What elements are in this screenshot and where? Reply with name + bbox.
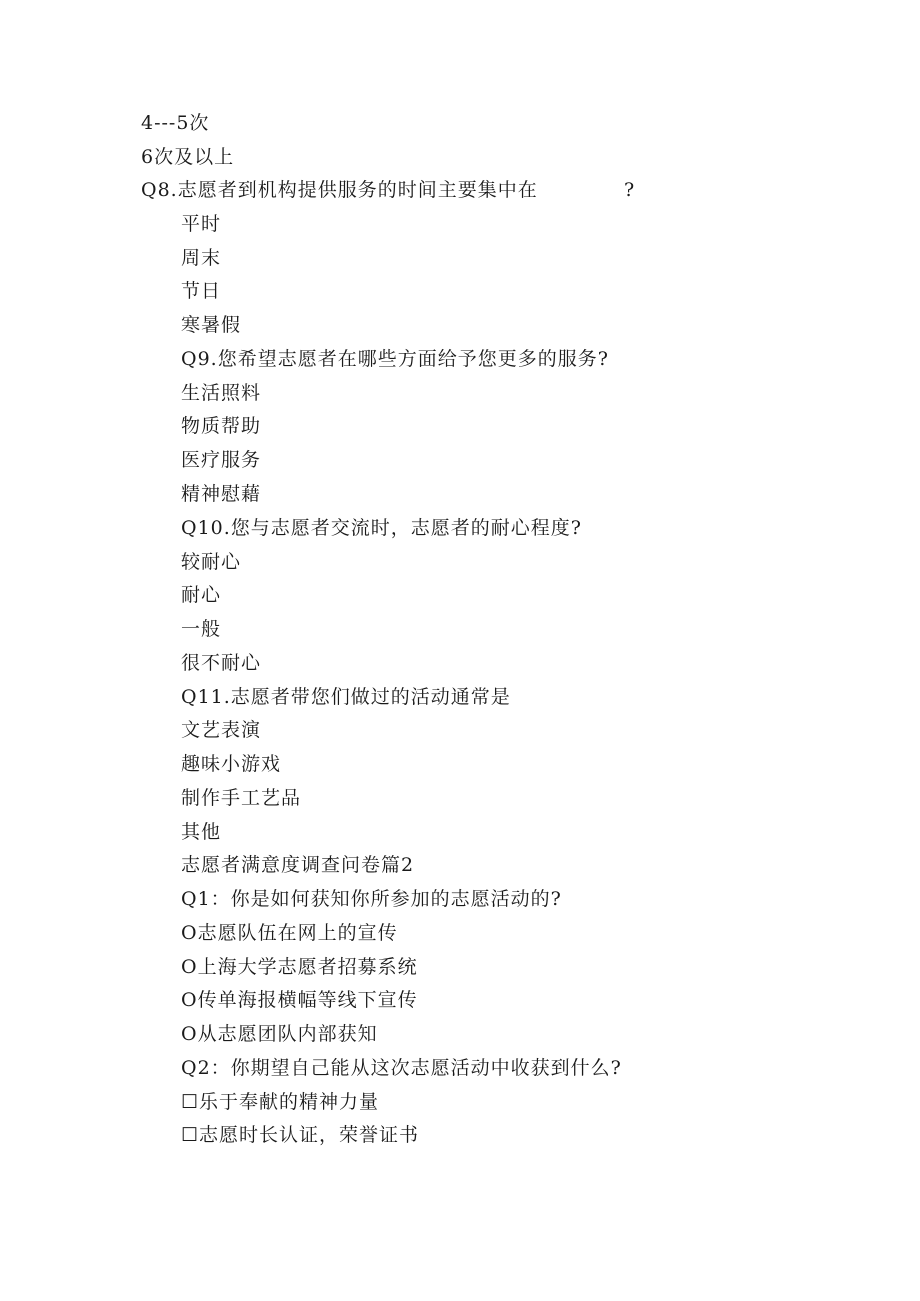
- answer-option: 一般: [181, 618, 222, 640]
- answer-option: ☐乐于奉献的精神力量: [181, 1091, 380, 1113]
- answer-option: 耐心: [181, 584, 222, 606]
- answer-option: 生活照料: [181, 382, 262, 404]
- answer-option: 寒暑假: [181, 314, 242, 336]
- answer-option: O上海大学志愿者招募系统: [181, 956, 418, 978]
- answer-option: 6次及以上: [141, 146, 235, 168]
- answer-option: 节日: [181, 280, 222, 302]
- answer-option: 其他: [181, 821, 222, 843]
- answer-option: 制作手工艺品: [181, 787, 302, 809]
- question-mark: ?: [624, 179, 635, 201]
- question-s2-q1: Q1：你是如何获知你所参加的志愿活动的?: [181, 888, 562, 910]
- answer-option: 趣味小游戏: [181, 753, 282, 775]
- answer-option: O从志愿团队内部获知: [181, 1023, 378, 1045]
- answer-option: 平时: [181, 213, 222, 235]
- answer-option: 较耐心: [181, 551, 242, 573]
- question-s2-q2: Q2：你期望自己能从这次志愿活动中收获到什么?: [181, 1057, 622, 1079]
- answer-option: 周末: [181, 247, 222, 269]
- answer-option: 4---5次: [141, 112, 210, 134]
- answer-option: 精神慰藉: [181, 483, 262, 505]
- question-q9: Q9.您希望志愿者在哪些方面给予您更多的服务?: [181, 348, 609, 370]
- answer-option: O传单海报横幅等线下宣传: [181, 989, 418, 1011]
- answer-option: 文艺表演: [181, 719, 262, 741]
- section-title: 志愿者满意度调查问卷篇2: [181, 854, 415, 876]
- question-q8: Q8.志愿者到机构提供服务的时间主要集中在: [141, 179, 538, 201]
- answer-option: O志愿队伍在网上的宣传: [181, 922, 398, 944]
- question-q10: Q10.您与志愿者交流时，志愿者的耐心程度?: [181, 517, 582, 539]
- answer-option: 物质帮助: [181, 415, 262, 437]
- question-q11: Q11.志愿者带您们做过的活动通常是: [181, 686, 511, 708]
- answer-option: ☐志愿时长认证，荣誉证书: [181, 1124, 420, 1146]
- answer-option: 很不耐心: [181, 652, 262, 674]
- answer-option: 医疗服务: [181, 449, 262, 471]
